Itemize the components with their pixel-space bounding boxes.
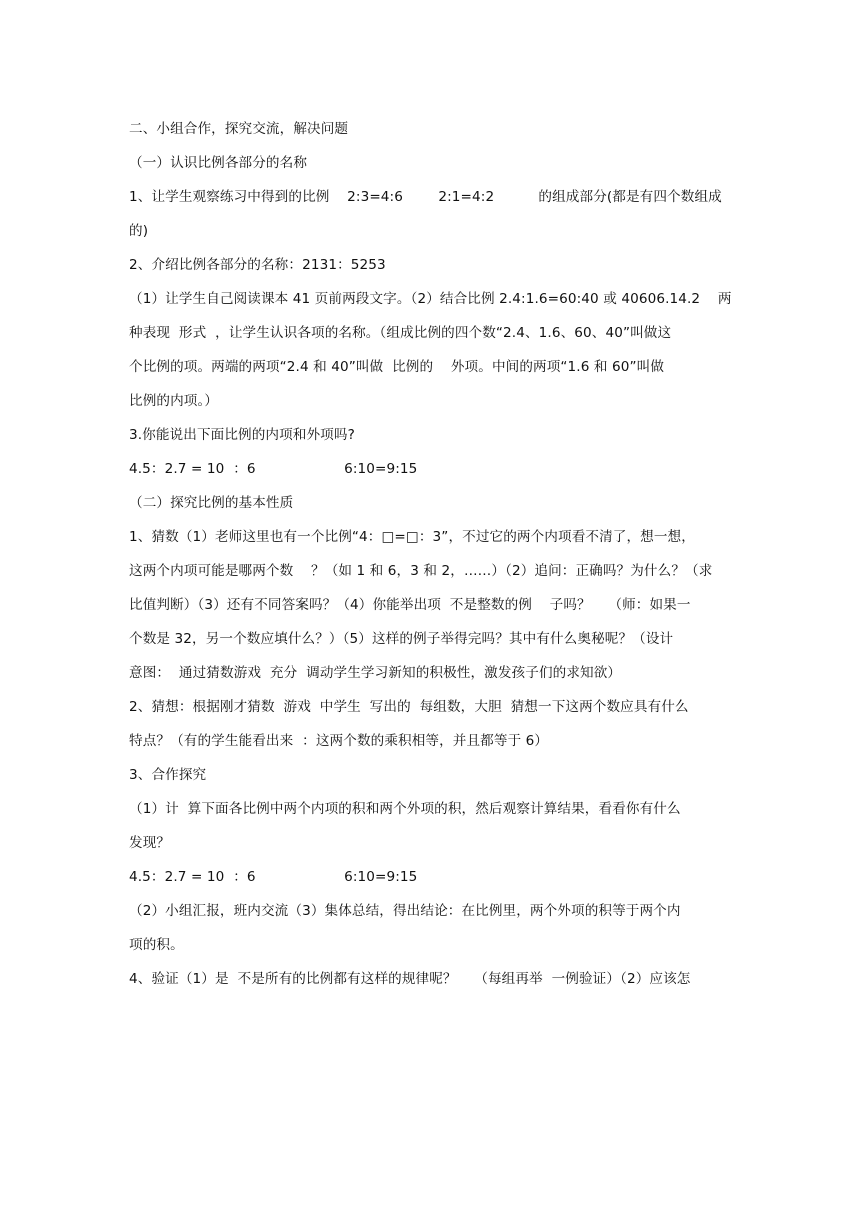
text-line: 比例的内项。） (129, 393, 219, 409)
text-line: 比值判断）（3）还有不同答案吗？（4）你能举出项 不是整数的例 子吗？ （师：如果一 (129, 597, 691, 613)
text-line: 3、合作探究 (129, 767, 207, 783)
text-line: 项的积。 (129, 937, 184, 953)
text-line: 种表现 形式 ，让学生认识各项的名称。（组成比例的四个数“2.4、1.6、60、40”叫做这 (129, 325, 672, 341)
text-line: 特点？（有的学生能看出来 ：这两个数的乘积相等，并且都等于 6） (129, 733, 549, 749)
text-line: （1）计 算下面各比例中两个内项的积和两个外项的积，然后观察计算结果，看看你有什么 (129, 801, 681, 817)
text-line: 2、介绍比例各部分的名称：2131：5253 (129, 257, 386, 273)
text-line: 4.5：2.7 = 10 ：6 6:10=9:15 (129, 461, 418, 477)
text-line: 1、猜数（1）老师这里也有一个比例“4：□=□：3”，不过它的两个内项看不清了，想一想， (129, 529, 695, 545)
text-line: 3.你能说出下面比例的内项和外项吗? (129, 427, 355, 443)
text-line: 的) (129, 223, 149, 239)
text-line: 2、猜想：根据刚才猜数 游戏 中学生 写出的 每组数，大胆 猜想一下这两个数应具有什么 (129, 699, 689, 715)
text-line: 二、小组合作，探究交流，解决问题 (129, 121, 349, 137)
text-line: 4.5：2.7 = 10 ：6 6:10=9:15 (129, 869, 418, 885)
text-line: 个数是 32，另一个数应填什么？）（5）这样的例子举得完吗？其中有什么奥秘呢？（设计 (129, 631, 674, 647)
text-line: （1）让学生自己阅读课本 41 页前两段文字。（2）结合比例 2.4:1.6=60:40 或 40606.14.2 两 (129, 291, 732, 307)
text-line: 这两个内项可能是哪两个数 ？（如 1 和 6，3 和 2，……）（2）追问：正确吗？为什么？（求 (129, 563, 713, 579)
text-line: 意图： 通过猜数游戏 充分 调动学生学习新知的积极性，激发孩子们的求知欲） (129, 665, 622, 681)
text-line: （2）小组汇报，班内交流（3）集体总结，得出结论：在比例里，两个外项的积等于两个内 (129, 903, 681, 919)
document-body (129, 112, 732, 996)
text-line: 1、让学生观察练习中得到的比例 2:3=4:6 2:1=4:2 的组成部分(都是有四个数组成 (129, 189, 722, 205)
text-line: （一）认识比例各部分的名称 (129, 155, 308, 171)
text-line: 4、验证（1）是 不是所有的比例都有这样的规律呢？ （每组再举 一例验证）（2）应该怎 (129, 971, 691, 987)
text-line: 发现？ (129, 835, 171, 851)
text-line: （二）探究比例的基本性质 (129, 495, 294, 511)
text-line: 个比例的项。两端的两项“2.4 和 40”叫做 比例的 外项。中间的两项“1.6 和 60”叫做 (129, 359, 665, 375)
